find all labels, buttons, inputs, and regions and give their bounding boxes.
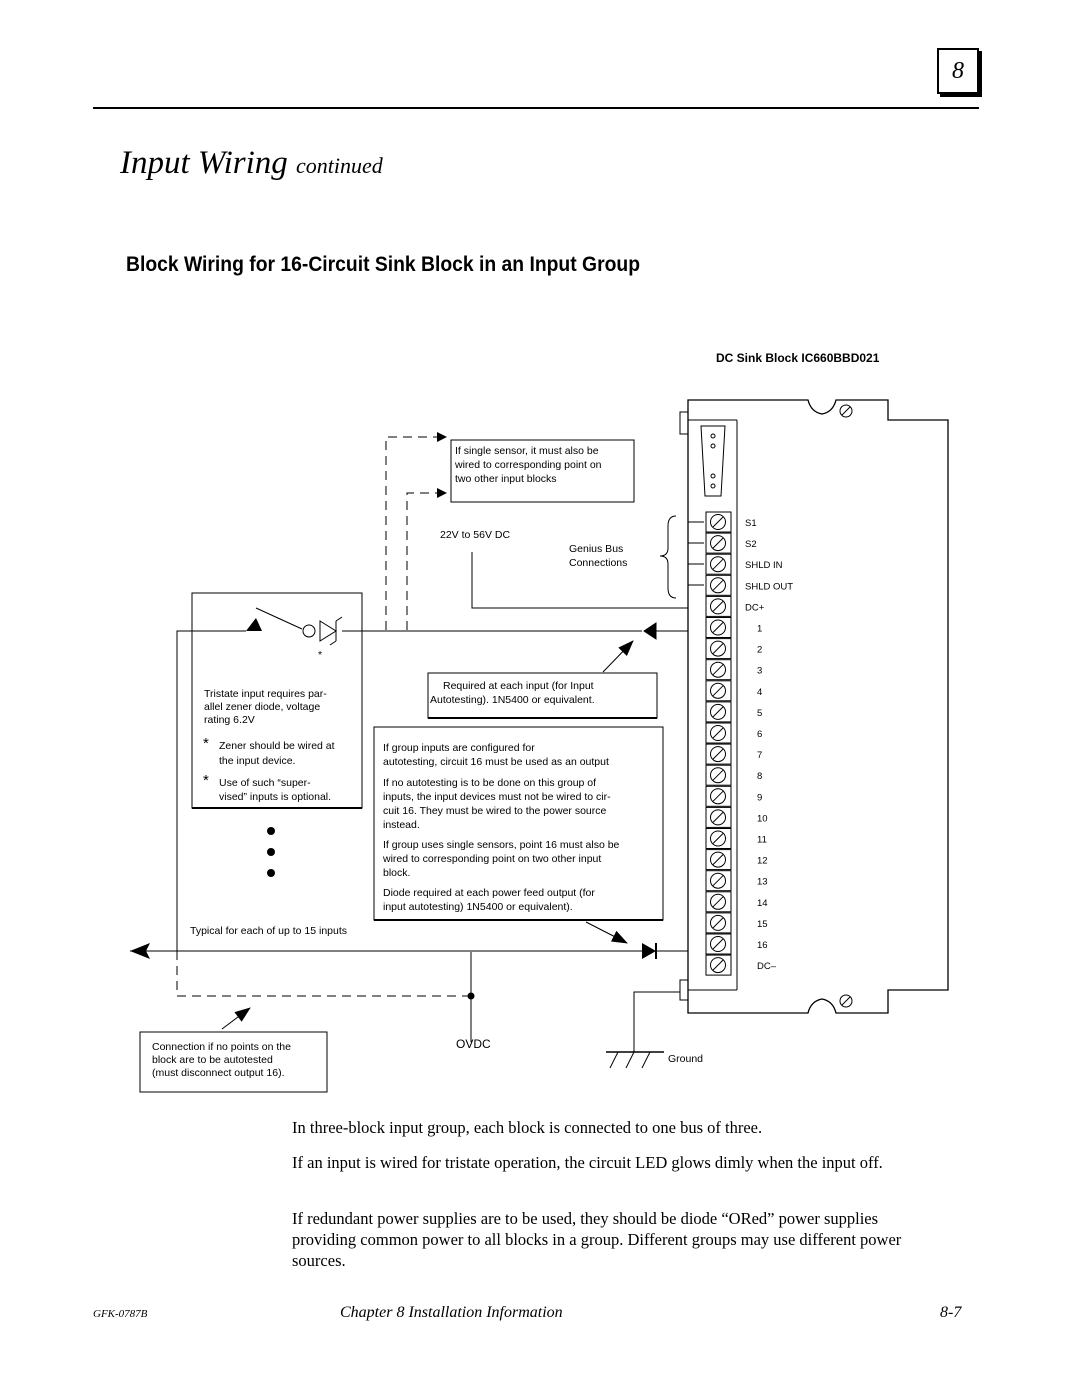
terminal-screw-slot <box>713 791 723 801</box>
footer-page-number: 8-7 <box>940 1304 962 1321</box>
terminal-label: S2 <box>745 539 757 551</box>
single-sensor-note-line: wired to corresponding point on <box>455 459 602 471</box>
terminal-screw-slot <box>713 728 723 738</box>
terminal-label: 9 <box>757 792 763 804</box>
terminal-label: 8 <box>757 771 763 783</box>
tristate-note <box>204 688 330 726</box>
tristate-note-line: Tristate input requires par- <box>204 688 327 700</box>
genius-bus-label <box>569 543 627 569</box>
supervised-note <box>219 777 331 803</box>
group-note-line: If group inputs are configured for <box>383 742 535 754</box>
terminal-screw-slot <box>713 707 723 717</box>
block-title: DC Sink Block IC660BBD021 <box>716 351 880 365</box>
group-note-line: If group uses single sensors, point 16 must also be <box>383 839 620 851</box>
connection-note-line: Connection if no points on the <box>152 1041 291 1053</box>
ground-label: Ground <box>668 1053 704 1065</box>
supervised-note-asterisk: * <box>203 772 209 789</box>
genius-bus-label-line: Connections <box>569 557 628 569</box>
group-note-line: cuit 16. They must be wired to the power source <box>383 805 607 817</box>
terminal-screw-slot <box>713 876 723 886</box>
terminal-screw-slot <box>713 601 723 611</box>
terminal-screw-slot <box>713 665 723 675</box>
terminal-label: 10 <box>757 813 768 825</box>
supervised-note-line: vised” inputs is optional. <box>219 791 332 803</box>
single-sensor-note-line: two other input blocks <box>455 473 557 485</box>
group-note-line: autotesting, circuit 16 must be used as an output <box>383 756 609 768</box>
single-sensor-note-line: If single sensor, it must also be <box>455 445 599 457</box>
genius-bus-label-line: Genius Bus <box>569 543 624 555</box>
terminal-label: S1 <box>745 518 757 529</box>
group-note-line: instead. <box>383 819 420 831</box>
terminal-label: 7 <box>757 750 763 762</box>
group-note-line: block. <box>383 867 411 879</box>
terminal-screw-slot <box>713 644 723 654</box>
paragraph: In three-block input group, each block is connected to one bus of three. <box>292 1118 763 1137</box>
terminal-screw-slot <box>713 538 723 548</box>
zener-note-line: the input device. <box>219 755 296 767</box>
group-note <box>382 742 622 913</box>
zener-note-line: Zener should be wired at <box>219 740 335 752</box>
io-block <box>680 400 948 1013</box>
terminal-label: 15 <box>757 918 768 930</box>
typical-inputs-label: Typical for each of up to 15 inputs <box>190 925 348 937</box>
connection-note-line: (must disconnect output 16). <box>152 1067 285 1079</box>
terminal-label: 16 <box>757 940 768 951</box>
zener-asterisk: * <box>318 649 323 661</box>
terminal-label: 6 <box>757 729 763 740</box>
terminal-label: 5 <box>757 707 763 719</box>
terminal-label: DC– <box>757 961 777 973</box>
terminal-screw-slot <box>713 939 723 949</box>
terminal-screw-slot <box>713 960 723 970</box>
single-sensor-note <box>454 445 604 485</box>
terminal-label: 3 <box>757 665 763 677</box>
terminal-screw-slot <box>713 580 723 590</box>
terminal-screw-slot <box>713 834 723 844</box>
tristate-note-line: allel zener diode, voltage <box>204 701 321 713</box>
terminal-screw-slot <box>713 897 723 907</box>
terminal-screw-slot <box>713 686 723 696</box>
terminal-label: DC+ <box>745 602 765 614</box>
supervised-note-line: Use of such “super- <box>219 777 311 789</box>
chapter-number-box: 8 <box>937 48 979 94</box>
terminal-screw-slot <box>713 517 723 527</box>
terminal-label: 13 <box>757 876 768 888</box>
terminal-screw-slot <box>713 812 723 822</box>
terminal-screw-slot <box>713 918 723 928</box>
terminal-label: SHLD IN <box>745 560 783 572</box>
diode-note <box>430 680 597 706</box>
terminal-screw-slot <box>713 749 723 759</box>
terminal-strip <box>706 512 793 975</box>
connection-note-line: block are to be autotested <box>152 1054 273 1066</box>
terminal-label: 4 <box>757 686 763 698</box>
footer-chapter-label: Chapter 8 Installation Information <box>340 1304 563 1321</box>
terminal-label: 11 <box>757 834 767 846</box>
zener-note-asterisk: * <box>203 735 209 752</box>
group-note-line: inputs, the input devices must not be wired to cir- <box>383 791 611 803</box>
terminal-label: 14 <box>757 897 768 909</box>
connection-note <box>152 1041 294 1079</box>
page-title-main: Input Wiring <box>120 145 288 181</box>
group-note-line: If no autotesting is to be done on this group of <box>383 777 597 789</box>
terminal-label: 1 <box>757 623 763 635</box>
terminal-label: SHLD OUT <box>745 581 794 593</box>
diode-note-line: Autotesting). 1N5400 or equivalent. <box>430 694 595 706</box>
terminal-screw-slot <box>713 559 723 569</box>
terminal-label: 2 <box>757 644 763 656</box>
diode-note-line: Required at each input (for Input <box>443 680 594 692</box>
footer-doc-number: GFK-0787B <box>93 1308 148 1320</box>
zener-note <box>219 740 338 767</box>
group-note-line: wired to corresponding point on two other input <box>383 853 602 865</box>
paragraph: If redundant power supplies are to be used, they should be diode “ORed” power supplies providing common power to all blocks in a group. Different groups may use different power sources. <box>292 1209 902 1270</box>
tristate-note-line: rating 6.2V <box>204 714 255 726</box>
paragraph: If an input is wired for tristate operation, the circuit LED glows dimly when the input off. <box>292 1153 883 1172</box>
terminal-screw-slot <box>713 770 723 780</box>
group-note-line: Diode required at each power feed output (for <box>383 887 595 899</box>
section-heading: Block Wiring for 16-Circuit Sink Block in an Input Group <box>126 253 640 276</box>
page-title-suffix: continued <box>296 153 383 178</box>
terminal-label: 12 <box>757 855 768 867</box>
supply-voltage-label: 22V to 56V DC <box>440 529 511 541</box>
terminal-screw-slot <box>713 623 723 633</box>
terminal-screw-slot <box>713 855 723 865</box>
ovdc-label: OVDC <box>456 1037 491 1051</box>
group-note-line: input autotesting) 1N5400 or equivalent). <box>383 901 573 913</box>
